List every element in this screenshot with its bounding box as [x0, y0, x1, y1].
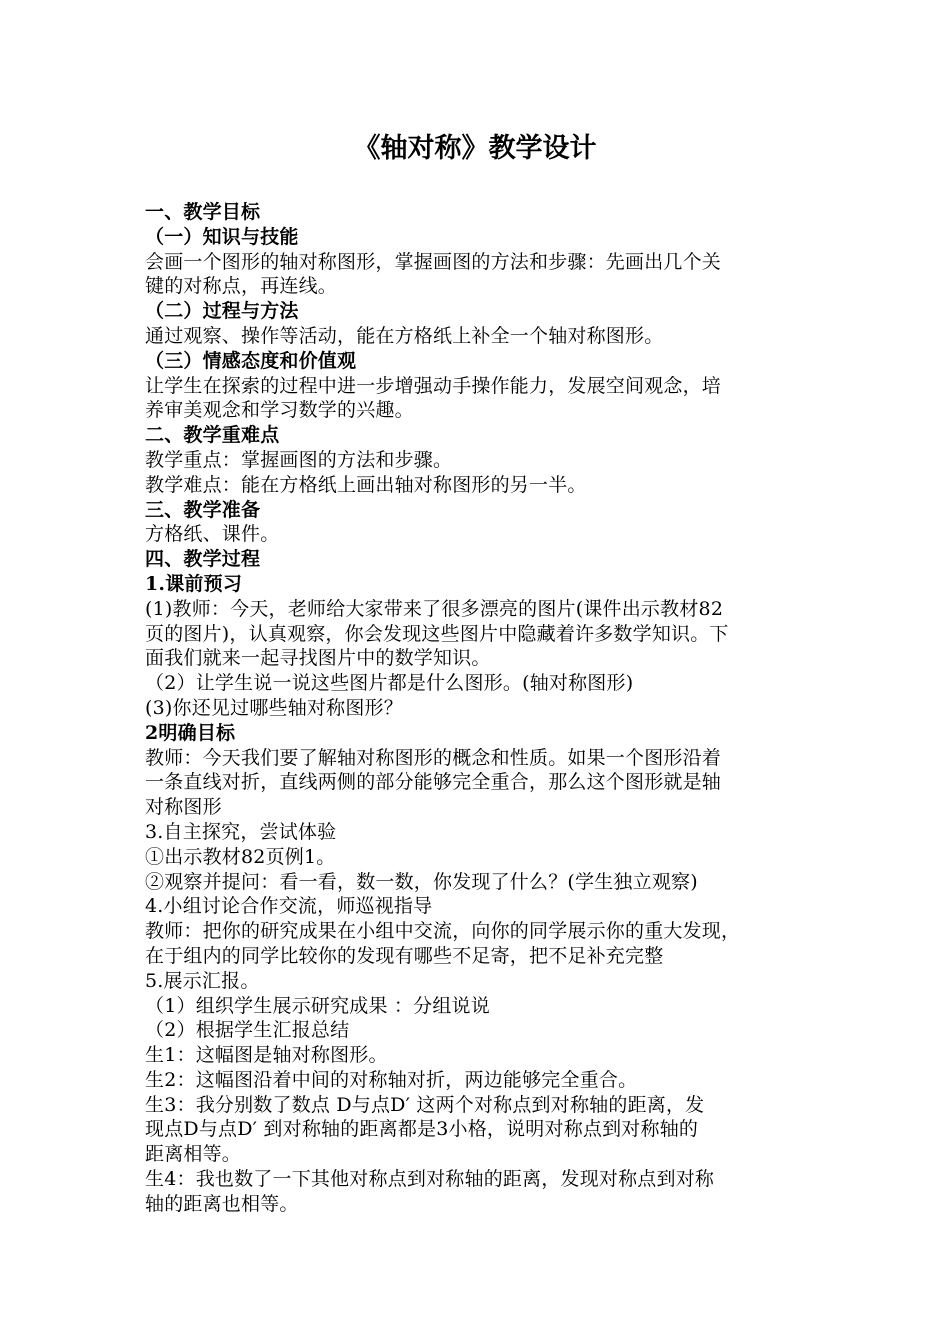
text-line: 对称图形: [145, 796, 222, 819]
text-line: 5.展示汇报。: [145, 969, 260, 992]
document-body: [145, 200, 825, 1217]
text-line: 教师：把你的研究成果在小组中交流，向你的同学展示你的重大发现，: [145, 920, 741, 943]
text-line: 生3：我分别数了数点 D与点D′ 这两个对称点到对称轴的距离，发: [145, 1093, 705, 1116]
text-line: 生2：这幅图沿着中间的对称轴对折，两边能够完全重合。: [145, 1068, 638, 1091]
text-line: 面我们就来一起寻找图片中的数学知识。: [145, 647, 491, 670]
text-line: 一条直线对折，直线两侧的部分能够完全重合，那么这个图形就是轴: [145, 771, 722, 794]
text-line: 教学难点：能在方格纸上画出轴对称图形的另一半。: [145, 473, 587, 496]
text-line: （2）根据学生汇报总结: [145, 1019, 350, 1042]
text-line: 方格纸、课件。: [145, 523, 280, 546]
text-line: 3.自主探究，尝试体验: [145, 820, 337, 843]
text-line: （2）让学生说一说这些图片都是什么图形。(轴对称图形): [145, 672, 634, 695]
text-line: ①出示教材82页例1。: [145, 845, 336, 868]
text-line: 让学生在探索的过程中进一步增强动手操作能力，发展空间观念，培: [145, 374, 722, 397]
text-line: 现点D与点D′ 到对称轴的距离都是3小格，说明对称点到对称轴的: [145, 1118, 699, 1141]
text-line: 会画一个图形的轴对称图形，掌握画图的方法和步骤：先画出几个关: [145, 250, 722, 273]
text-line: 生4：我也数了一下其他对称点到对称轴的距离，发现对称点到对称: [145, 1168, 715, 1191]
section-heading: 二、教学重难点: [145, 424, 280, 447]
text-line: 页的图片)，认真观察，你会发现这些图片中隐藏着许多数学知识。下: [145, 622, 729, 645]
text-line: 轴的距离也相等。: [145, 1192, 299, 1215]
text-line: （1）组织学生展示研究成果 ：分组说说: [145, 994, 490, 1017]
section-heading: （二）过程与方法: [145, 300, 299, 323]
text-line: 养审美观念和学习数学的兴趣。: [145, 399, 414, 422]
text-line: (1)教师：今天，老师给大家带来了很多漂亮的图片(课件出示教材82: [145, 597, 724, 620]
text-line: 生1：这幅图是轴对称图形。: [145, 1044, 388, 1067]
section-heading: 四、教学过程: [145, 548, 261, 571]
section-heading: （一）知识与技能: [145, 225, 299, 248]
document-title: 《轴对称》教学设计: [353, 133, 597, 164]
text-line: ②观察并提问：看一看，数一数，你发现了什么？(学生独立观察): [145, 870, 698, 893]
section-heading: 一、教学目标: [145, 201, 261, 223]
text-line: (3)你还见过哪些轴对称图形？: [145, 696, 403, 719]
section-heading: （三）情感态度和价值观: [145, 349, 357, 372]
text-line: 4.小组讨论合作交流，师巡视指导: [145, 895, 433, 918]
section-heading: 三、教学准备: [145, 498, 261, 521]
text-line: 教学重点：掌握画图的方法和步骤。: [145, 448, 453, 471]
text-line: 通过观察、操作等活动，能在方格纸上补全一个轴对称图形。: [145, 324, 664, 347]
text-line: 键的对称点，再连线。: [145, 275, 338, 298]
text-line: 教师：今天我们要了解轴对称图形的概念和性质。如果一个图形沿着: [145, 746, 722, 769]
text-line: 在于组内的同学比较你的发现有哪些不足寄，把不足补充完整: [145, 944, 664, 967]
section-heading: 2明确目标: [145, 721, 236, 744]
section-heading: 1.课前预习: [145, 572, 243, 595]
text-line: 距离相等。: [145, 1143, 242, 1166]
